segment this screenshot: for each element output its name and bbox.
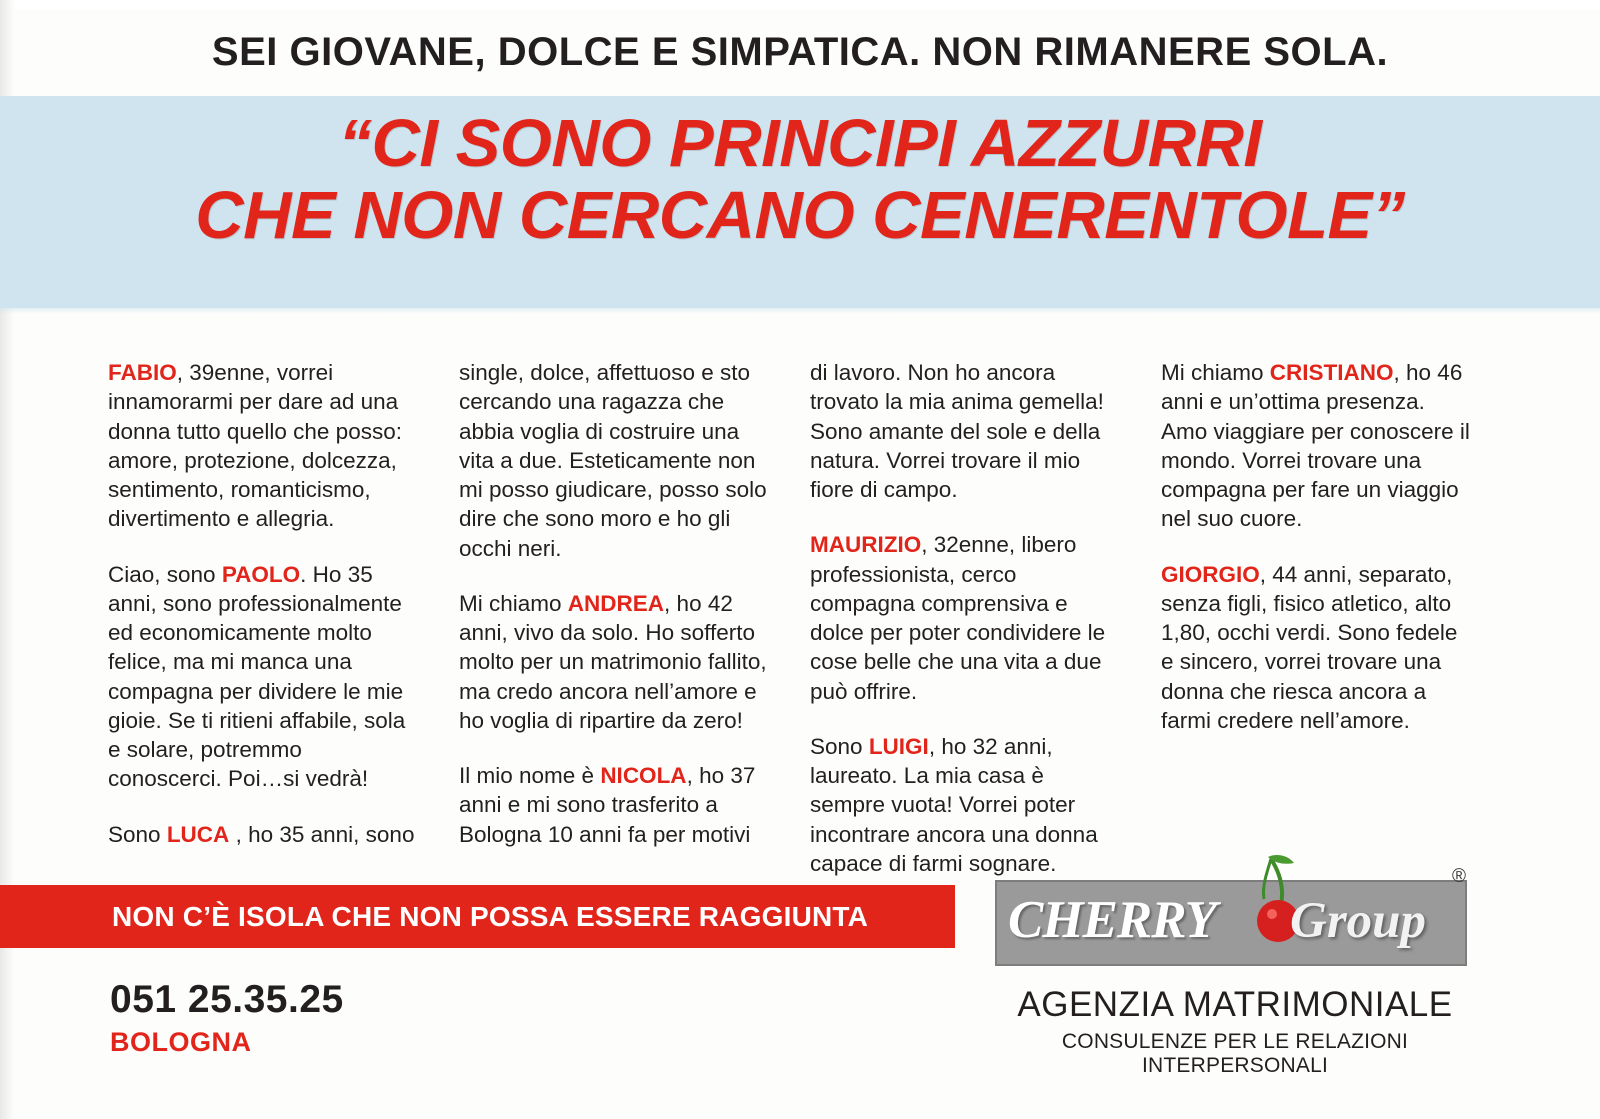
phone-number: 051 25.35.25: [110, 978, 344, 1021]
ad-text: , ho 37 anni e mi sono trasferito a Bologna 10 anni fa per motivi: [459, 763, 756, 847]
ad-name: ANDREA: [567, 590, 665, 616]
ad-entry: [1161, 560, 1472, 736]
ad-entry: [459, 589, 770, 735]
ads-column-4: [1161, 358, 1472, 735]
agency-subtitle: CONSULENZE PER LE RELAZIONI INTERPERSONALI: [1061, 1030, 1409, 1077]
ad-name: LUCA: [166, 821, 230, 847]
ad-name: GIORGIO: [1161, 561, 1260, 587]
page-top-edge: [0, 0, 1600, 10]
ad-entry: [108, 820, 419, 849]
ad-text: single, dolce, affettuoso e sto cercando una ragazza che abbia voglia di costruire una vita a due. Esteticamente non mi posso giudicare, posso solo dire che sono moro e ho gli occhi neri.: [459, 360, 767, 561]
ad-prefix: Ciao, sono: [108, 561, 222, 587]
ad-entry: [459, 358, 770, 563]
ad-name: FABIO: [108, 360, 177, 385]
headline-line-1: “CI SONO PRINCIPI AZZURRI: [338, 106, 1262, 181]
ad-text: di lavoro. Non ho ancora trovato la mia anima gemella! Sono amante del sole e della natura. Vorrei trovare il mio fiore di campo.: [810, 360, 1104, 502]
headline-line-2: CHE NON CERCANO CENERENTOLE”: [195, 177, 1405, 253]
agency-name: AGENZIA MATRIMONIALE: [1017, 985, 1453, 1024]
ad-entry: [108, 358, 419, 534]
ad-name: MAURIZIO: [810, 532, 922, 558]
ad-prefix: Il mio nome è: [459, 763, 601, 788]
ads-column-2: [459, 358, 770, 849]
ads-columns: [108, 358, 1498, 878]
slogan-text: NON C’È ISOLA CHE NON POSSA ESSERE RAGGIUNTA: [112, 901, 869, 932]
ad-name: LUIGI: [868, 733, 929, 759]
ad-prefix: Mi chiamo: [1161, 360, 1270, 385]
ad-text: , 32enne, libero professionista, cerco compagna comprensiva e dolce per poter condividere le cose belle che una vita a due può offrire.: [810, 532, 1106, 704]
ad-text: , ho 46 anni e un’ottima presenza. Amo viaggiare per conoscere il mondo. Vorrei trovare una compagna per fare un viaggio nel suo cuore.: [1161, 360, 1470, 532]
ad-name: NICOLA: [600, 763, 687, 788]
ad-entry: [108, 560, 419, 794]
ad-text: , ho 35 anni, sono: [229, 821, 415, 847]
ad-prefix: Sono: [108, 821, 167, 847]
logo-cherry-initial: C: [1008, 891, 1043, 949]
registered-trademark-icon: ®: [1452, 866, 1466, 887]
ad-prefix: Mi chiamo: [459, 590, 568, 616]
ad-text: , ho 32 anni, laureato. La mia casa è sempre vuota! Vorrei poter incontrare ancora una donna capace di farmi sognare.: [810, 733, 1098, 876]
ad-prefix: Sono: [810, 733, 869, 759]
ad-entry: [459, 761, 770, 849]
ad-text: , 39enne, vorrei innamorarmi per dare ad una donna tutto quello che posso: amore, protezione, dolcezza, sentimento, romanticismo, divertimento e allegria.: [108, 360, 402, 532]
ad-entry: [810, 358, 1121, 504]
ad-text: . Ho 35 anni, sono professionalmente ed economicamente molto felice, ma mi manca una compagna per dividere le mie gioie. Se ti ritieni affabile, sola e solare, potremmo conoscerci. Poi…si vedrà!: [108, 561, 406, 792]
ad-entry: [810, 732, 1121, 878]
logo-cherry-rest: HERRY: [1042, 891, 1217, 949]
ad-text: , 44 anni, separato, senza figli, fisico atletico, alto 1,80, occhi verdi. Sono fedele e sincero, vorrei trovare una donna che riesca ancora a farmi credere nell’amore.: [1161, 561, 1458, 733]
logo-group-word: Group: [1290, 893, 1427, 949]
logo-cherry-word: [1008, 886, 1238, 954]
ad-entry: [810, 530, 1121, 706]
kicker-text: SEI GIOVANE, DOLCE E SIMPATICA. NON RIMANERE SOLA.: [211, 30, 1389, 74]
ad-name: PAOLO: [221, 561, 301, 587]
ads-column-3: [810, 358, 1121, 878]
ad-entry: [1161, 358, 1472, 534]
city-label: BOLOGNA: [110, 1027, 252, 1057]
ad-text: , ho 42 anni, vivo da solo. Ho sofferto molto per un matrimonio fallito, ma credo ancora nell’amore e ho voglia di ripartire da zero!: [459, 590, 767, 733]
headline: [0, 108, 1600, 251]
ad-name: CRISTIANO: [1269, 360, 1394, 385]
ads-column-1: [108, 358, 419, 849]
